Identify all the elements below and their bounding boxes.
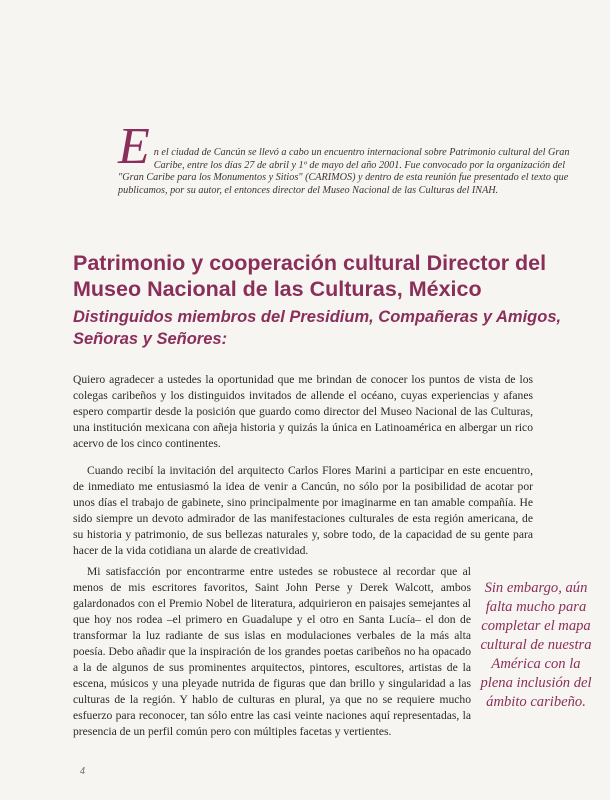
body-paragraph-2: Cuando recibí la invitación del arquitecto Carlos Flores Marini a participar en este encuentro, de inmediato me entusiasmó la idea de venir a Cancún, no sólo por la posibilidad de acotar por unos días el trabajo de gabinete, sino principalmente por imaginarme en tan amable compañía. He sido siempre un devoto admirador de las manifestaciones culturales de esta región americana, de su historia y patrimonio, de sus bellezas naturales y, sobre todo, de la capacidad de su gente para hacer de la vida cotidiana un alarde de creatividad.	[73, 464, 533, 557]
intro-note	[118, 118, 578, 197]
article-subtitle: Distinguidos miembros del Presidium, Compañeras y Amigos, Señoras y Señores:	[73, 308, 562, 348]
intro-text: n el ciudad de Cancún se llevó a cabo un encuentro internacional sobre Patrimonio cultural del Gran Caribe, entre los días 27 de abril y 1º de mayo del año 2001. Fue convocado por la organización del "Gran Caribe para los Monumentos y Sitios" (CARIMOS) y dentro de esta reunión fue presentado el texto que publicamos, por su autor, el entonces director del Museo Nacional de las Culturas del INAH.	[118, 147, 570, 196]
article-title: Patrimonio y cooperación cultural Director del Museo Nacional de las Culturas, México	[73, 251, 547, 301]
body-paragraph-1: Quiero agradecer a ustedes la oportunidad que me brindan de conocer los puntos de vista de los colegas caribeños y los distinguidos invitados de allende el océano, cuyas experiencias y afanes espero compartir desde la posición que guardo como director del Museo Nacional de las Culturas, una institución mexicana con añeja historia y quizás la única en Latinoamérica en albergar un rico acervo de los cinco continentes.	[73, 373, 533, 450]
page-number: 4	[80, 766, 85, 777]
drop-cap: E	[118, 118, 150, 175]
pull-quote: Sin embargo, aún falta mucho para completar el mapa cultural de nuestra América con la plena inclusión del ámbito caribeño.	[480, 580, 592, 710]
body-paragraph-3: Mi satisfacción por encontrarme entre ustedes se robustece al recordar que al menos de mis escritores favoritos, Saint John Perse y Derek Walcott, ambos galardonados con el Premio Nobel de literatura, adquirieron en paisajes semejantes al que hoy nos rodea –el primero en Guadalupe y el otro en Santa Lucía– el don de transformar la luz radiante de sus islas en modulaciones verbales de la más alta poesía. Debo añadir que la inspiración de los grandes poetas caribeños no ha opacado a la de algunos de sus prominentes arquitectos, pintores, escultores, artistas de la escena, músicos y una pleyade nutrida de figuras que dan brillo y singularidad a las culturas de la región. Y hablo de culturas en plural, ya que no se requiere mucho esfuerzo para reconocer, tan sólo entre las casi veinte naciones aquí representadas, la presencia de un perfil común pero con múltiples facetas y vertientes.	[73, 565, 471, 738]
